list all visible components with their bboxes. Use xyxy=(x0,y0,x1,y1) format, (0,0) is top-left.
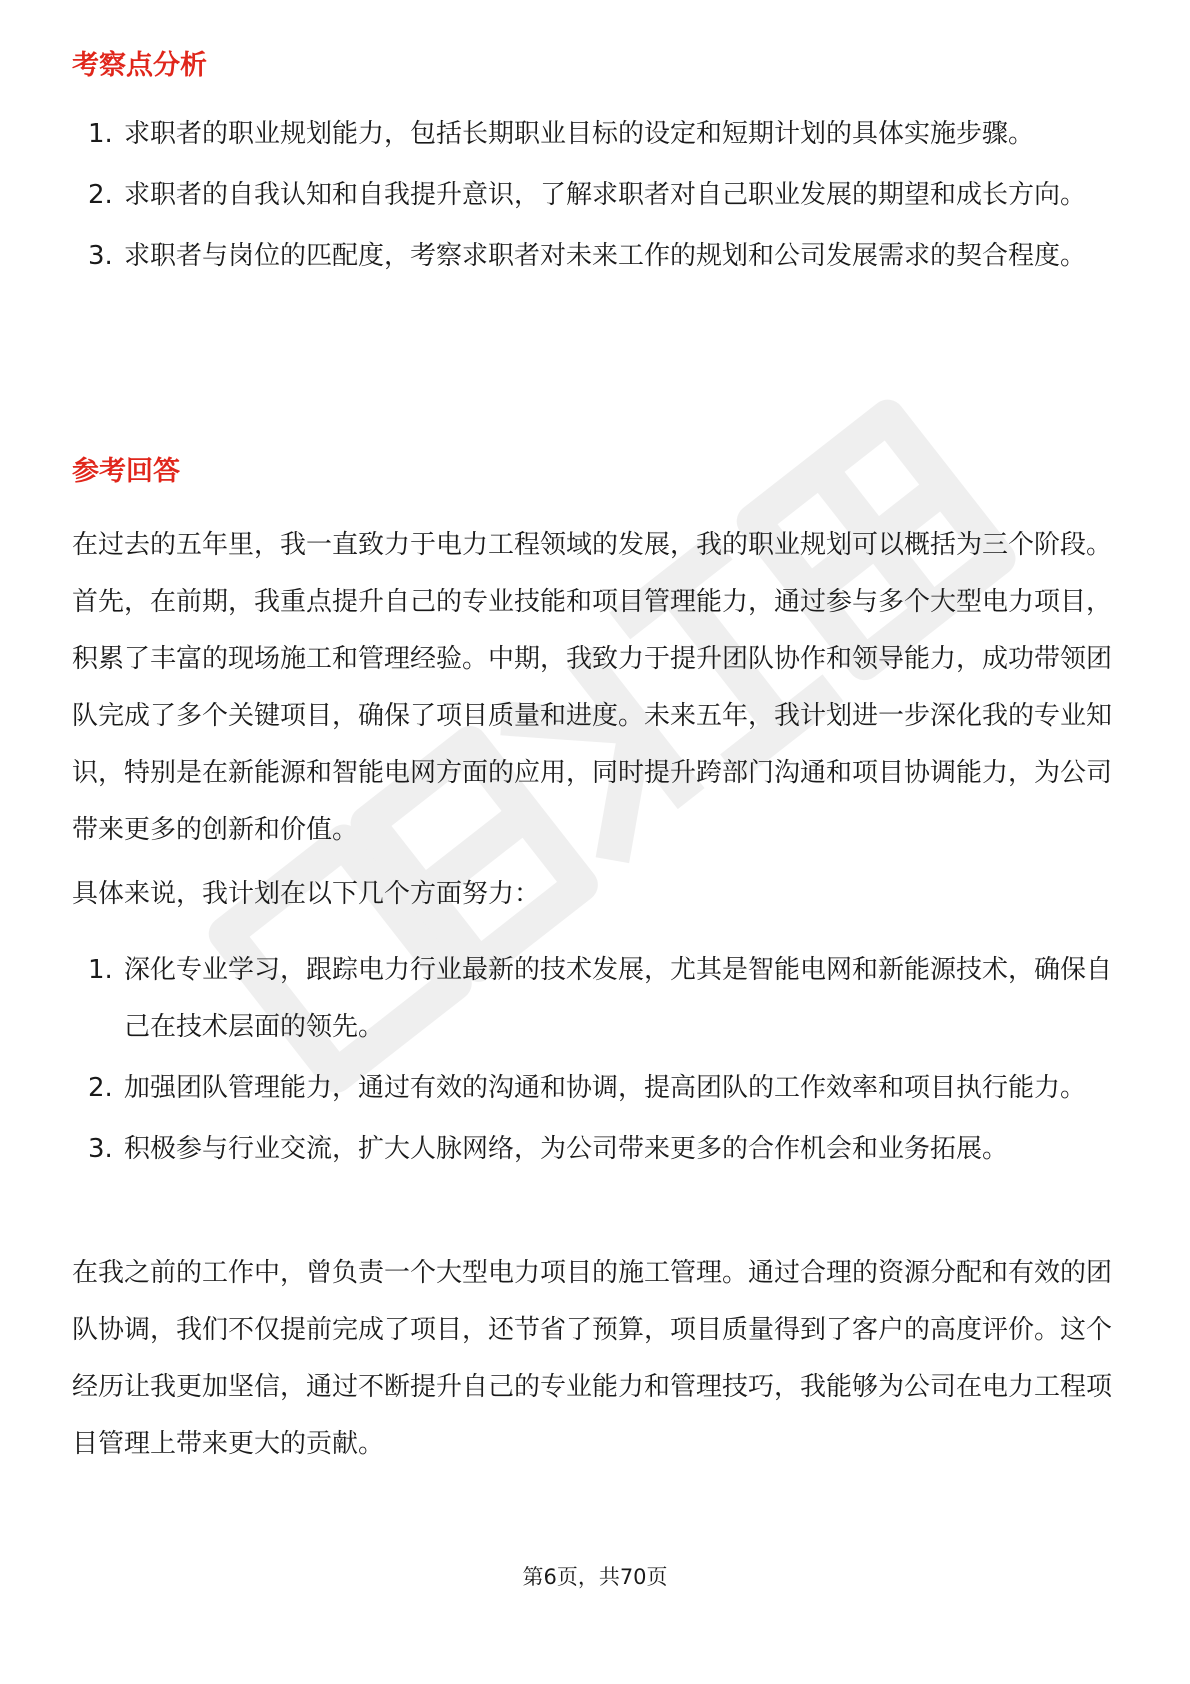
analysis-list xyxy=(72,106,1122,289)
list-item xyxy=(72,1060,1122,1117)
list-item-number: 2. xyxy=(88,1073,113,1103)
list-item xyxy=(72,942,1122,1056)
section-title-analysis: 考察点分析 xyxy=(72,50,207,81)
list-item-text: 求职者的自我认知和自我提升意识，了解求职者对自己职业发展的期望和成长方向。 xyxy=(124,180,1087,210)
list-item-text: 深化专业学习，跟踪电力行业最新的技术发展，尤其是智能电网和新能源技术，确保自己在技术层面的领先。 xyxy=(124,955,1113,1042)
list-item-text: 加强团队管理能力，通过有效的沟通和协调，提高团队的工作效率和项目执行能力。 xyxy=(124,1073,1087,1103)
list-item-number: 3. xyxy=(88,1134,113,1164)
plan-list xyxy=(72,942,1122,1182)
list-item xyxy=(72,228,1122,285)
answer-paragraph-2: 具体来说，我计划在以下几个方面努力： xyxy=(72,879,541,909)
list-item-number: 1. xyxy=(88,119,113,149)
page-number: 第6页，共70页 xyxy=(522,1565,668,1589)
list-item xyxy=(72,167,1122,224)
list-item-number: 1. xyxy=(88,955,113,985)
answer-paragraph-1: 在过去的五年里，我一直致力于电力工程领域的发展，我的职业规划可以概括为三个阶段。首先，在前期，我重点提升自己的专业技能和项目管理能力，通过参与多个大型电力项目，积累了丰富的现场施工和管理经验。中期，我致力于提升团队协作和领导能力，成功带领团队完成了多个关键项目，确保了项目质量和进度。未来五年，我计划进一步深化我的专业知识，特别是在新能源和智能电网方面的应用，同时提升跨部门沟通和项目协调能力，为公司带来更多的创新和价值。 xyxy=(72,530,1113,845)
list-item-text: 求职者的职业规划能力，包括长期职业目标的设定和短期计划的具体实施步骤。 xyxy=(124,119,1035,149)
list-item xyxy=(72,106,1122,163)
list-item xyxy=(72,1121,1122,1178)
list-item-text: 求职者与岗位的匹配度，考察求职者对未来工作的规划和公司发展需求的契合程度。 xyxy=(124,241,1087,271)
list-item-number: 3. xyxy=(88,241,113,271)
answer-paragraph-3: 在我之前的工作中，曾负责一个大型电力项目的施工管理。通过合理的资源分配和有效的团队协调，我们不仅提前完成了项目，还节省了预算，项目质量得到了客户的高度评价。这个经历让我更加坚信，通过不断提升自己的专业能力和管理技巧，我能够为公司在电力工程项目管理上带来更大的贡献。 xyxy=(72,1258,1113,1459)
list-item-text: 积极参与行业交流，扩大人脉网络，为公司带来更多的合作机会和业务拓展。 xyxy=(124,1134,1009,1164)
section-title-reference-answer: 参考回答 xyxy=(72,456,180,487)
list-item-number: 2. xyxy=(88,180,113,210)
